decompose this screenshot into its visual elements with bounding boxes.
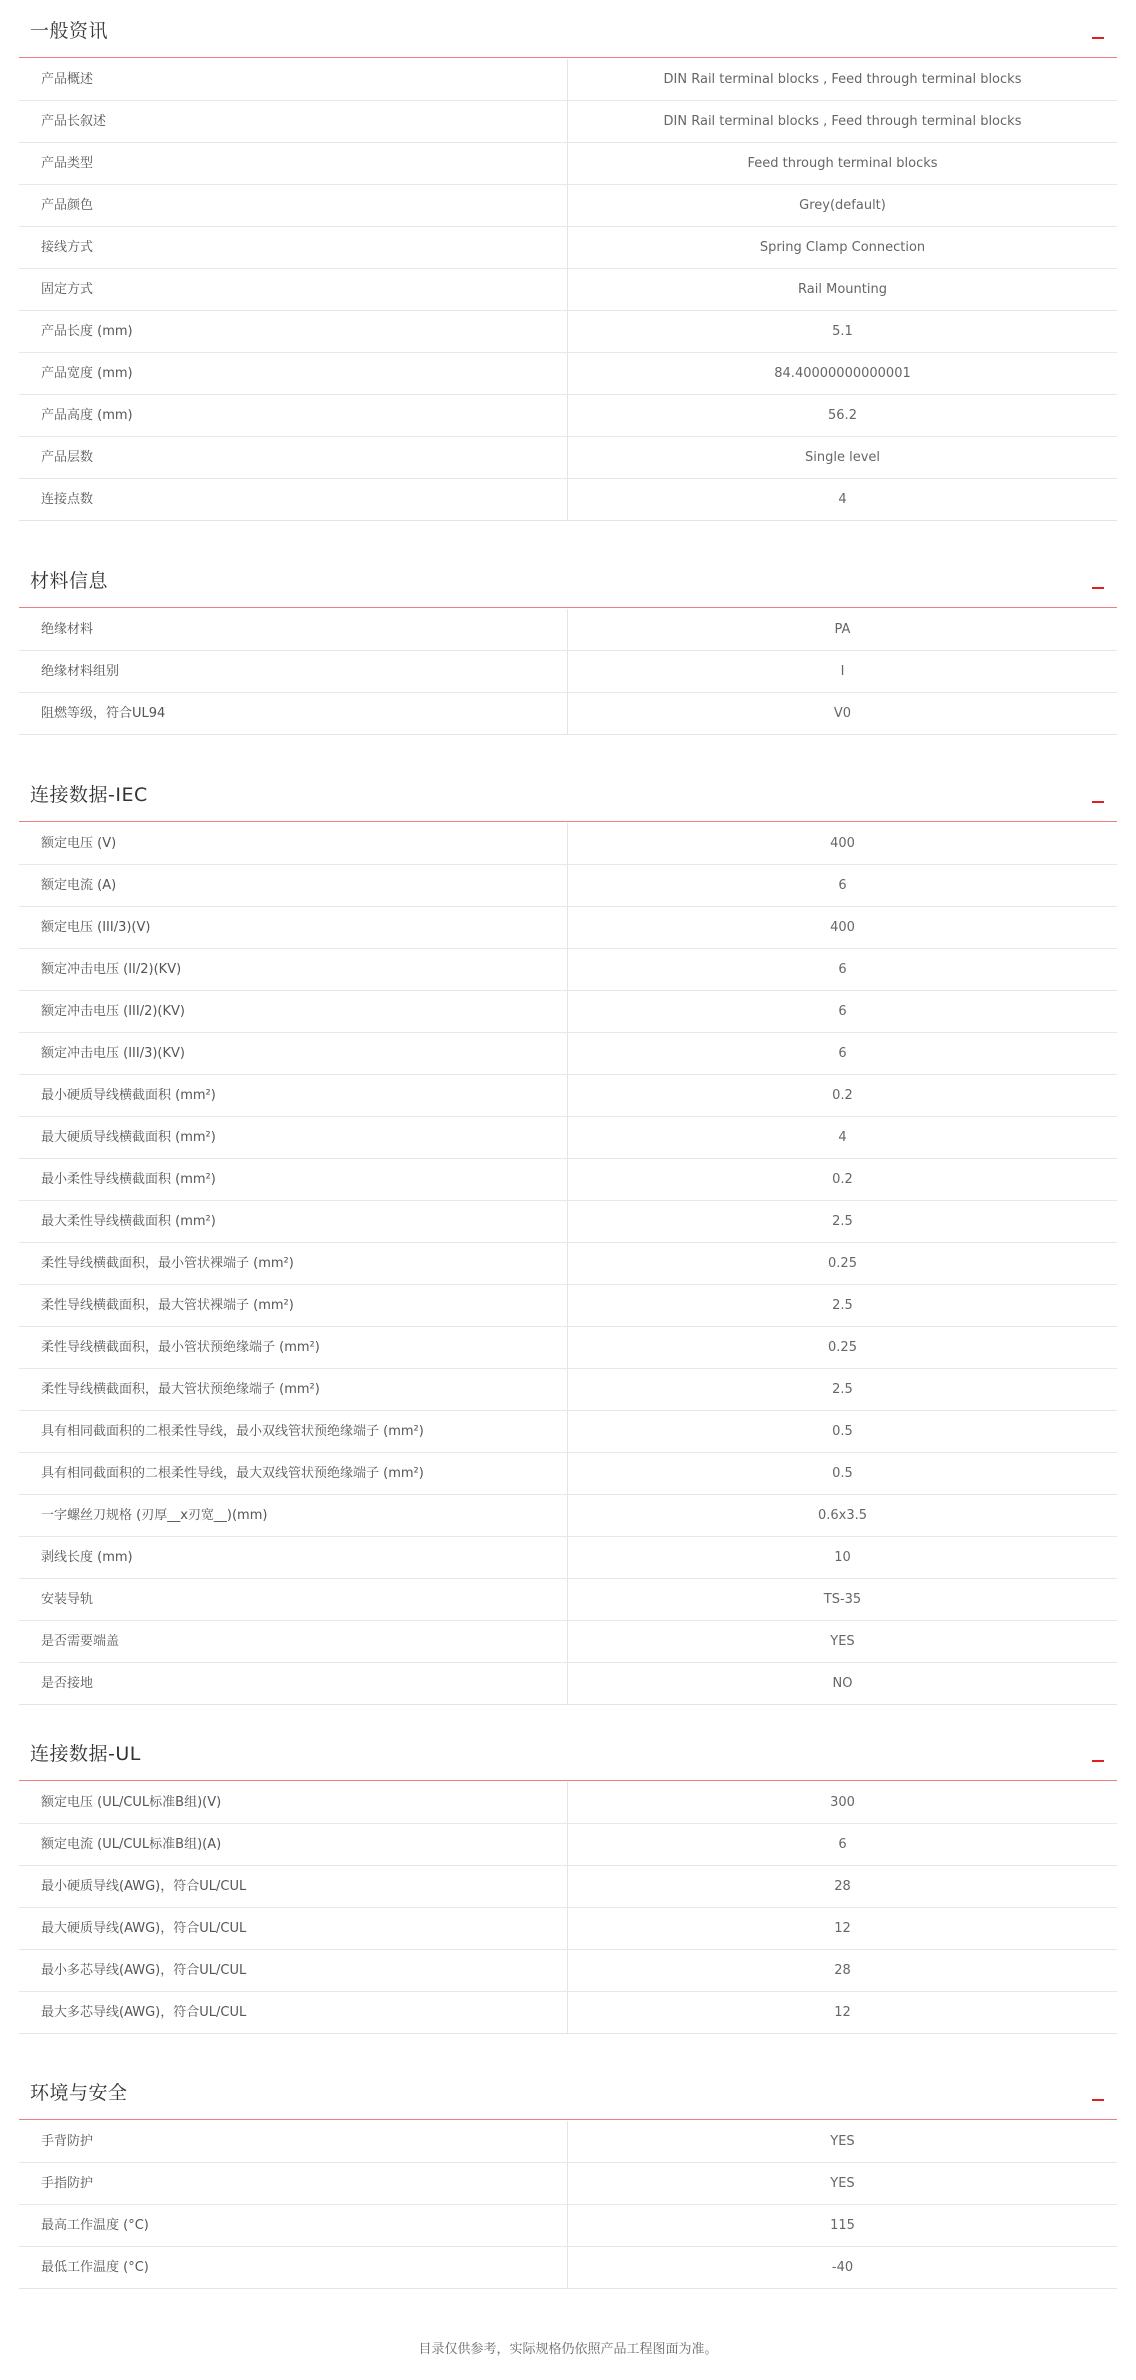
spec-value: 0.25 <box>828 1340 857 1355</box>
spec-label: 额定冲击电压 (II/2)(KV) <box>19 949 568 990</box>
spec-value: 12 <box>834 1921 851 1936</box>
table-row <box>19 2246 1117 2288</box>
spec-label: 柔性导线横截面积，最小管状裸端子 (mm²) <box>19 1243 568 1284</box>
table-row <box>19 1949 1117 1991</box>
spec-value: 0.5 <box>832 1424 853 1439</box>
table-row <box>19 650 1117 692</box>
spec-value: 2.5 <box>832 1214 853 1229</box>
table-row <box>19 1452 1117 1494</box>
spec-value: NO <box>832 1676 853 1691</box>
spec-label: 额定冲击电压 (III/2)(KV) <box>19 991 568 1032</box>
spec-value: 2.5 <box>832 1382 853 1397</box>
table-row <box>19 1200 1117 1242</box>
spec-value: 12 <box>834 2005 851 2020</box>
section-divider <box>19 2119 1117 2120</box>
table-row <box>19 1074 1117 1116</box>
table-row <box>19 1284 1117 1326</box>
spec-value: 2.5 <box>832 1298 853 1313</box>
spec-value: YES <box>830 1634 855 1649</box>
table-row <box>19 1662 1117 1704</box>
spec-label: 产品长度 (mm) <box>19 311 568 352</box>
collapse-minus-icon[interactable] <box>1092 801 1104 803</box>
table-row <box>19 1991 1117 2033</box>
table-row <box>19 310 1117 352</box>
section-title: 材料信息 <box>30 570 109 592</box>
spec-label: 固定方式 <box>19 269 568 310</box>
table-row <box>19 2204 1117 2246</box>
table-row <box>19 352 1117 394</box>
table-row <box>19 1620 1117 1662</box>
section-header[interactable] <box>19 550 1117 608</box>
table-row <box>19 59 1117 100</box>
spec-value: TS-35 <box>823 1592 862 1607</box>
spec-label: 最小柔性导线横截面积 (mm²) <box>19 1159 568 1200</box>
spec-value: 6 <box>838 1837 847 1852</box>
spec-value: 56.2 <box>828 408 857 423</box>
spec-table <box>19 2121 1117 2289</box>
spec-label: 是否接地 <box>19 1663 568 1704</box>
section-header[interactable] <box>19 0 1117 58</box>
table-row <box>19 1494 1117 1536</box>
spec-label: 安装导轨 <box>19 1579 568 1620</box>
spec-label: 最大硬质导线横截面积 (mm²) <box>19 1117 568 1158</box>
collapse-minus-icon[interactable] <box>1092 2099 1104 2101</box>
table-row <box>19 1578 1117 1620</box>
spec-value: Rail Mounting <box>798 282 887 297</box>
spec-section <box>19 764 1117 1705</box>
spec-label: 柔性导线横截面积，最大管状裸端子 (mm²) <box>19 1285 568 1326</box>
spec-value: 115 <box>830 2218 855 2233</box>
spec-label: 额定电流 (UL/CUL标准B组)(A) <box>19 1824 568 1865</box>
table-row <box>19 1158 1117 1200</box>
spec-value: 0.2 <box>832 1172 853 1187</box>
spec-value: 300 <box>830 1795 855 1810</box>
spec-value: V0 <box>833 706 852 721</box>
table-row <box>19 478 1117 520</box>
section-header[interactable] <box>19 1723 1117 1781</box>
spec-label: 是否需要端盖 <box>19 1621 568 1662</box>
spec-value: 28 <box>834 1963 851 1978</box>
spec-label: 产品长叙述 <box>19 101 568 142</box>
section-title: 连接数据-UL <box>30 1743 141 1765</box>
spec-label: 阻燃等级，符合UL94 <box>19 693 568 734</box>
table-row <box>19 1242 1117 1284</box>
spec-label: 具有相同截面积的二根柔性导线，最小双线管状预绝缘端子 (mm²) <box>19 1411 568 1452</box>
table-row <box>19 1410 1117 1452</box>
table-row <box>19 268 1117 310</box>
table-row <box>19 100 1117 142</box>
spec-table <box>19 59 1117 521</box>
spec-value: -40 <box>831 2260 854 2275</box>
spec-label: 最小硬质导线(AWG)，符合UL/CUL <box>19 1866 568 1907</box>
spec-value: 400 <box>830 836 855 851</box>
spec-value: PA <box>834 622 851 637</box>
section-divider <box>19 57 1117 58</box>
footer-note: 目录仅供参考，实际规格仍依照产品工程图面为准。 <box>418 2342 718 2357</box>
section-divider <box>19 821 1117 822</box>
spec-value: 6 <box>838 1004 847 1019</box>
section-title: 连接数据-IEC <box>30 784 148 806</box>
spec-value: 0.6x3.5 <box>817 1508 868 1523</box>
spec-value: Feed through terminal blocks <box>747 156 938 171</box>
table-row <box>19 1368 1117 1410</box>
table-row <box>19 1865 1117 1907</box>
table-row <box>19 1823 1117 1865</box>
spec-label: 额定电压 (V) <box>19 823 568 864</box>
spec-label: 手背防护 <box>19 2121 568 2162</box>
spec-value: YES <box>830 2134 855 2149</box>
spec-label: 绝缘材料 <box>19 609 568 650</box>
spec-value: 5.1 <box>832 324 853 339</box>
spec-label: 额定电压 (III/3)(V) <box>19 907 568 948</box>
spec-section <box>19 0 1117 521</box>
table-row <box>19 1907 1117 1949</box>
collapse-minus-icon[interactable] <box>1092 1760 1104 1762</box>
section-title: 一般资讯 <box>30 20 109 42</box>
spec-value: DIN Rail terminal blocks , Feed through terminal blocks <box>663 72 1022 87</box>
spec-label: 剥线长度 (mm) <box>19 1537 568 1578</box>
spec-value: 0.25 <box>828 1256 857 1271</box>
spec-label: 产品宽度 (mm) <box>19 353 568 394</box>
spec-label: 产品类型 <box>19 143 568 184</box>
spec-table <box>19 609 1117 735</box>
spec-value: 6 <box>838 1046 847 1061</box>
spec-label: 最大硬质导线(AWG)，符合UL/CUL <box>19 1908 568 1949</box>
table-row <box>19 226 1117 268</box>
spec-label: 额定电流 (A) <box>19 865 568 906</box>
collapse-minus-icon[interactable] <box>1092 37 1104 39</box>
spec-value: 28 <box>834 1879 851 1894</box>
spec-label: 柔性导线横截面积，最大管状预绝缘端子 (mm²) <box>19 1369 568 1410</box>
table-row <box>19 436 1117 478</box>
table-row <box>19 823 1117 864</box>
spec-value: YES <box>830 2176 855 2191</box>
section-header[interactable] <box>19 764 1117 822</box>
table-row <box>19 948 1117 990</box>
spec-table <box>19 823 1117 1705</box>
spec-value: 10 <box>834 1550 851 1565</box>
section-divider <box>19 607 1117 608</box>
spec-label: 产品层数 <box>19 437 568 478</box>
spec-value: 4 <box>838 1130 847 1145</box>
spec-value: 0.5 <box>832 1466 853 1481</box>
spec-value: 84.40000000000001 <box>774 366 911 381</box>
spec-label: 连接点数 <box>19 479 568 520</box>
spec-label: 手指防护 <box>19 2163 568 2204</box>
spec-value: Grey(default) <box>799 198 886 213</box>
spec-value: 0.2 <box>832 1088 853 1103</box>
table-row <box>19 990 1117 1032</box>
spec-label: 一字螺丝刀规格 (刃厚__x刃宽__)(mm) <box>19 1495 568 1536</box>
spec-label: 产品高度 (mm) <box>19 395 568 436</box>
table-row <box>19 1326 1117 1368</box>
spec-value: 6 <box>838 878 847 893</box>
spec-section <box>19 1723 1117 2034</box>
spec-label: 最高工作温度 (°C) <box>19 2205 568 2246</box>
table-row <box>19 394 1117 436</box>
spec-value: 6 <box>838 962 847 977</box>
table-row <box>19 1032 1117 1074</box>
section-header[interactable] <box>19 2062 1117 2120</box>
spec-label: 具有相同截面积的二根柔性导线，最大双线管状预绝缘端子 (mm²) <box>19 1453 568 1494</box>
spec-label: 最大多芯导线(AWG)，符合UL/CUL <box>19 1992 568 2033</box>
spec-label: 最大柔性导线横截面积 (mm²) <box>19 1201 568 1242</box>
table-row <box>19 1116 1117 1158</box>
spec-label: 最小硬质导线横截面积 (mm²) <box>19 1075 568 1116</box>
table-row <box>19 609 1117 650</box>
spec-value: Single level <box>804 450 880 465</box>
spec-value: 4 <box>838 492 847 507</box>
table-row <box>19 1536 1117 1578</box>
table-row <box>19 1782 1117 1823</box>
spec-label: 产品颜色 <box>19 185 568 226</box>
table-row <box>19 2162 1117 2204</box>
spec-section <box>19 550 1117 735</box>
spec-label: 最低工作温度 (°C) <box>19 2247 568 2288</box>
spec-section <box>19 2062 1117 2289</box>
table-row <box>19 142 1117 184</box>
table-row <box>19 2121 1117 2162</box>
table-row <box>19 906 1117 948</box>
spec-label: 额定冲击电压 (III/3)(KV) <box>19 1033 568 1074</box>
spec-label: 绝缘材料组别 <box>19 651 568 692</box>
table-row <box>19 864 1117 906</box>
spec-value: I <box>840 664 845 679</box>
spec-label: 柔性导线横截面积，最小管状预绝缘端子 (mm²) <box>19 1327 568 1368</box>
collapse-minus-icon[interactable] <box>1092 587 1104 589</box>
spec-value: DIN Rail terminal blocks , Feed through terminal blocks <box>663 114 1022 129</box>
spec-label: 额定电压 (UL/CUL标准B组)(V) <box>19 1782 568 1823</box>
section-divider <box>19 1780 1117 1781</box>
section-title: 环境与安全 <box>30 2082 128 2104</box>
spec-value: 400 <box>830 920 855 935</box>
spec-value: Spring Clamp Connection <box>759 240 926 255</box>
spec-label: 接线方式 <box>19 227 568 268</box>
spec-table <box>19 1782 1117 2034</box>
table-row <box>19 692 1117 734</box>
spec-label: 产品概述 <box>19 59 568 100</box>
spec-label: 最小多芯导线(AWG)，符合UL/CUL <box>19 1950 568 1991</box>
table-row <box>19 184 1117 226</box>
